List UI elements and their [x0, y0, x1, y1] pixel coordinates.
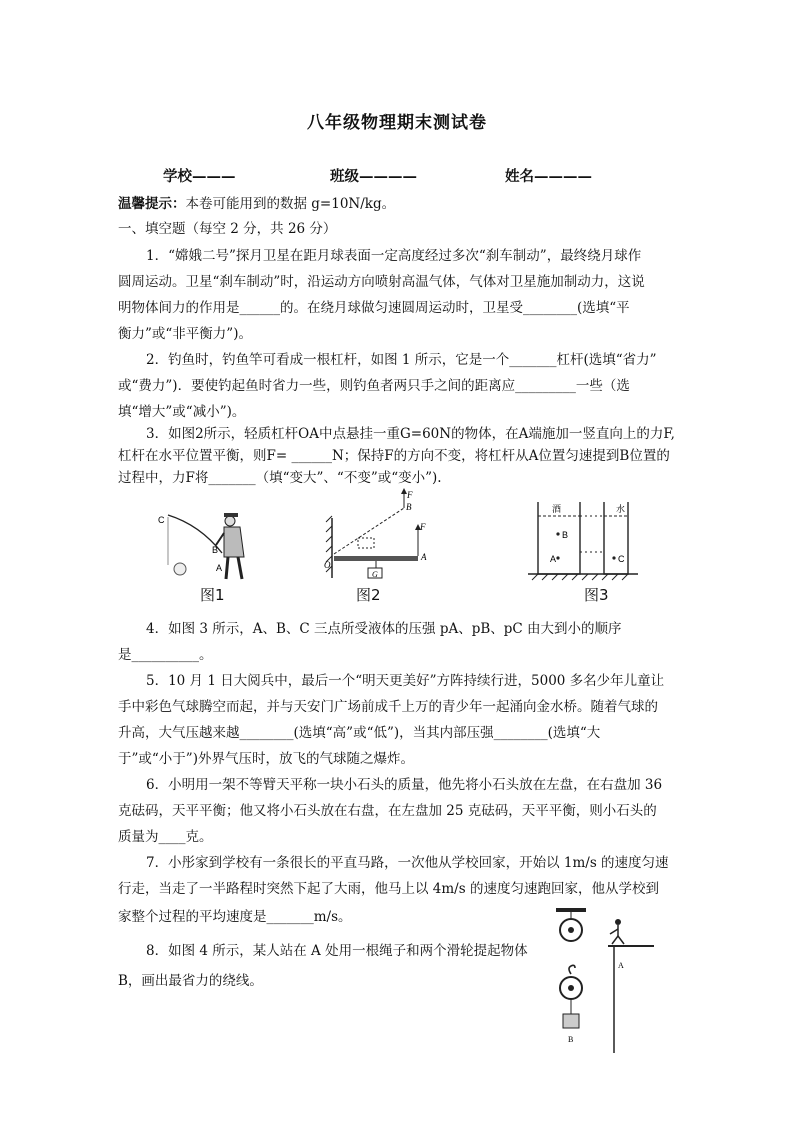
q8-line-1: 8．如图 4 所示，某人站在 A 处用一根绳子和两个滑轮提起物体 — [146, 943, 528, 959]
fig2-label-f-top: F — [407, 490, 413, 500]
q1-line-2: 圆周运动。卫星“刹车制动”时，沿运动方向喷射高温气体，气体对卫星施加制动力，这说 — [118, 274, 645, 290]
q7-line-2: 行走，当走了一半路程时突然下起了大雨，他马上以 4m/s 的速度匀速跑回家，他从学校到 — [118, 881, 659, 897]
fig3-label-c: C — [618, 554, 625, 564]
fig3-label-a: A — [550, 554, 557, 564]
fig4-label-b: B — [568, 1035, 574, 1044]
tip-text: 本卷可能用到的数据 g=10N/kg。 — [185, 196, 396, 212]
q6-line-1: 6．小明用一架不等臂天平称一块小石头的质量，他先将小石头放在左盘，在右盘加 36 — [146, 777, 663, 793]
q1-line-1: 1．“嫦娥二号”探月卫星在距月球表面一定高度经过多次“刹车制动”，最终绕月球作 — [146, 248, 642, 264]
q2-line-2: 或“费力”)．要使钓起鱼时省力一些，则钓鱼者两只手之间的距离应_________一些（选 — [118, 378, 630, 394]
q5-line-3: 升高，大气压越来越________(选填“高”或“低”)，当其内部压强________(选填“大 — [118, 725, 601, 741]
figure-1-fishing — [150, 505, 260, 585]
q4-line-2: 是__________。 — [118, 647, 213, 663]
q3-line-2: 杠杆在水平位置平衡，则F= ______N；保持F的方向不变，将杠杆从A位置匀速提到B位置的 — [118, 448, 670, 464]
fig3-label-b: B — [562, 530, 569, 540]
fig2-label-f: F — [420, 522, 426, 532]
q8-line-2: B，画出最省力的绕线。 — [118, 973, 263, 989]
figure-3-containers — [528, 500, 638, 582]
tip-line — [118, 195, 395, 213]
page-title: 八年级物理期末测试卷 — [307, 113, 487, 133]
fig1-label-a: A — [216, 563, 223, 573]
fig1-label-c: C — [158, 515, 165, 525]
q5-line-1: 5．10 月 1 日大阅兵中，最后一个“明天更美好”方阵持续行进，5000 多名少年儿童让 — [146, 673, 665, 689]
figure-4-pulleys — [550, 908, 660, 1053]
q6-line-3: 质量为____克。 — [118, 829, 213, 845]
fig2-label-o: O — [324, 560, 331, 570]
q1-line-3: 明物体间力的作用是______的。在绕月球做匀速圆周运动时，卫星受________(选填“平 — [118, 300, 630, 316]
q7-line-3: 家整个过程的平均速度是_______m/s。 — [118, 909, 352, 925]
fig2-label-a: A — [421, 552, 427, 562]
q3-line-3: 过程中，力F将_______（填“变大”、“不变”或“变小”). — [118, 470, 442, 486]
q7-line-1: 7．小彤家到学校有一条很长的平直马路，一次他从学校回家，开始以 1m/s 的速度匀速 — [146, 855, 669, 871]
q1-line-4: 衡力”或“非平衡力”)。 — [118, 326, 252, 342]
q4-line-1: 4．如图 3 所示，A、B、C 三点所受液体的压强 pA、pB、pC 由大到小的顺序 — [146, 621, 622, 637]
fig2-label-b: B — [406, 502, 412, 512]
figure-2-lever — [318, 488, 438, 583]
fig3-label-water: 水 — [616, 505, 626, 515]
fig1-label-b: B — [212, 545, 219, 555]
fig4-label-a: A — [618, 961, 624, 970]
fig2-label-g: G — [372, 570, 378, 579]
tip-label: 温馨提示： — [118, 196, 186, 212]
figure-3-caption: 图3 — [584, 586, 609, 604]
school-field: 学校——— — [163, 168, 236, 185]
fig3-label-alcohol: 酒 — [552, 505, 562, 515]
q3-line-1: 3．如图2所示，轻质杠杆OA中点悬挂一重G=60N的物体，在A端施加一竖直向上的力F, — [146, 426, 675, 442]
figure-1-caption: 图1 — [200, 586, 225, 604]
section-heading: 一、填空题（每空 2 分，共 26 分） — [118, 221, 337, 237]
q5-line-4: 于”或“小于”)外界气压时，放飞的气球随之爆炸。 — [118, 751, 414, 767]
q6-line-2: 克砝码，天平平衡；他又将小石头放在右盘，在左盘加 25 克砝码，天平平衡，则小石头的 — [118, 803, 657, 819]
q2-line-3: 填“增大”或“减小”)。 — [118, 404, 246, 420]
q2-line-1: 2．钓鱼时，钓鱼竿可看成一根杠杆，如图 1 所示，它是一个_______杠杆(选填“省力” — [146, 352, 657, 368]
figure-2-caption: 图2 — [356, 586, 381, 604]
name-field: 姓名———— — [505, 168, 592, 185]
class-field: 班级———— — [330, 168, 417, 185]
q5-line-2: 手中彩色气球腾空而起，并与天安门广场前成千上万的青少年一起涌向金水桥。随着气球的 — [118, 699, 658, 715]
